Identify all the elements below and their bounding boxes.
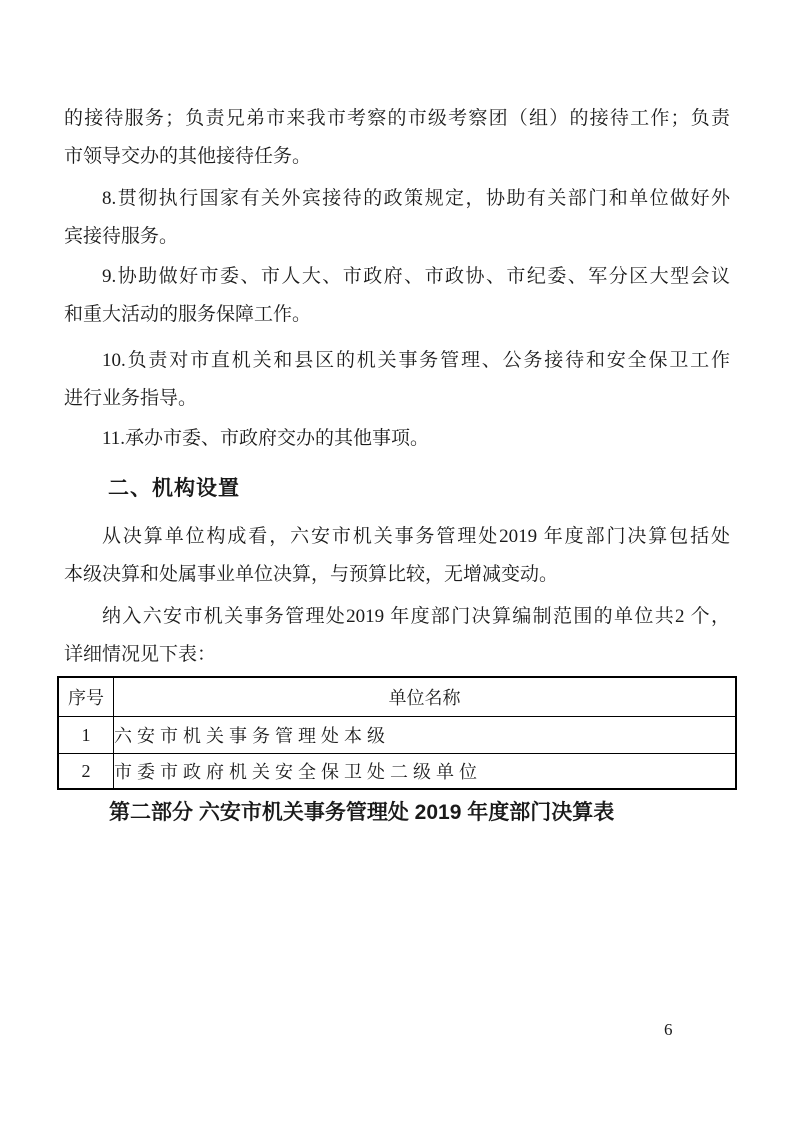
body-line: 宾接待服务。	[64, 226, 179, 247]
unit-name: 市委市政府机关安全保卫处二级单位	[114, 754, 737, 790]
body-line: 纳入六安市机关事务管理处2019 年度部门决算编制范围的单位共2 个，	[102, 606, 730, 627]
paragraph-continuation	[64, 100, 730, 176]
col-header-unit-name: 单位名称	[114, 677, 737, 717]
section-heading-org-setup: 二、机构设置	[108, 477, 240, 500]
unit-name: 六安市机关事务管理处本级	[114, 717, 737, 754]
paragraph-item-11	[64, 420, 730, 458]
part-two-heading: 第二部分 六安市机关事务管理处 2019 年度部门决算表	[109, 801, 615, 824]
paragraph-unit-count	[64, 598, 730, 674]
body-line: 从决算单位构成看，六安市机关事务管理处2019 年度部门决算包括处	[102, 526, 730, 547]
paragraph-item-10	[64, 342, 730, 418]
paragraph-item-9	[64, 258, 730, 334]
body-line: 9.协助做好市委、市人大、市政府、市政协、市纪委、军分区大型会议	[102, 266, 730, 287]
paragraph-budget-units	[64, 518, 730, 594]
body-line: 进行业务指导。	[64, 388, 198, 409]
table-row	[58, 717, 736, 754]
paragraph-item-8	[64, 180, 730, 256]
page-number: 6	[664, 1020, 673, 1039]
row-index: 2	[58, 754, 114, 790]
row-index: 1	[58, 717, 114, 754]
body-line: 市领导交办的其他接待任务。	[64, 146, 312, 167]
body-line: 本级决算和处属事业单位决算，与预算比较，无增减变动。	[64, 564, 559, 585]
body-line: 11.承办市委、市政府交办的其他事项。	[102, 428, 430, 449]
table-header-row	[58, 677, 736, 717]
body-line: 详细情况见下表：	[64, 644, 217, 665]
body-line: 和重大活动的服务保障工作。	[64, 304, 312, 325]
body-line: 10.负责对市直机关和县区的机关事务管理、公务接待和安全保卫工作	[102, 350, 730, 371]
body-line: 8.贯彻执行国家有关外宾接待的政策规定，协助有关部门和单位做好外	[102, 188, 730, 209]
table-row	[58, 754, 736, 790]
units-table	[57, 676, 737, 790]
body-line: 的接待服务；负责兄弟市来我市考察的市级考察团（组）的接待工作；负责	[64, 108, 730, 129]
col-header-index: 序号	[58, 677, 114, 717]
